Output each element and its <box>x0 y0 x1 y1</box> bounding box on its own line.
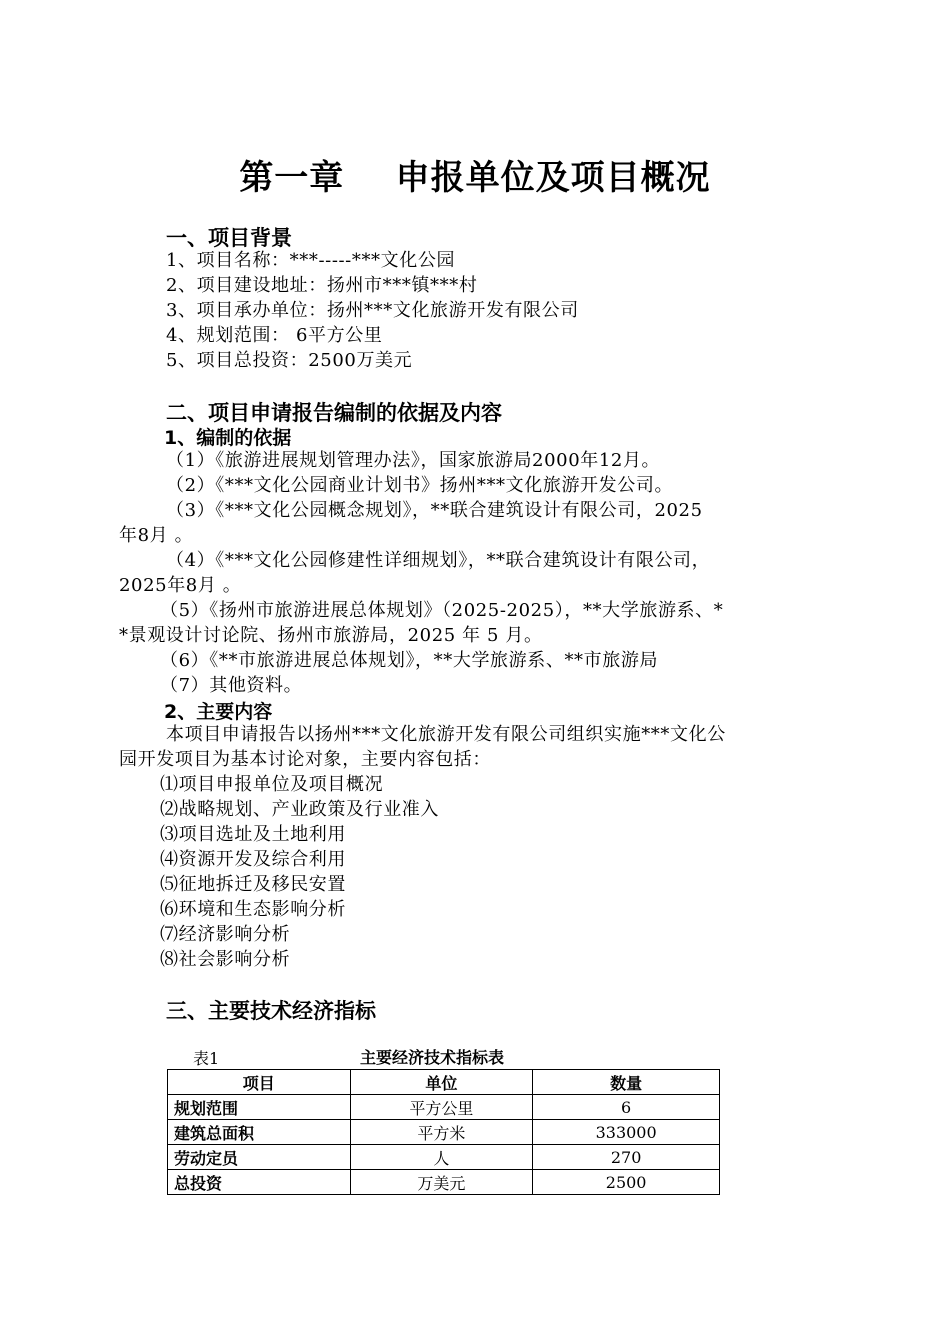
basis-item: （7）其他资料。 <box>160 675 303 696</box>
section-heading-background: 一、项目背景 <box>166 226 292 250</box>
row-name: 总投资 <box>168 1170 351 1195</box>
project-name-line: 1、项目名称：***-----***文化公园 <box>166 250 456 271</box>
content-list-item: ⑷资源开发及综合利用 <box>160 849 346 870</box>
subheading-basis: 1、编制的依据 <box>164 427 292 449</box>
content-list-item: ⑴项目申报单位及项目概况 <box>160 774 384 795</box>
row-quantity: 2500 <box>533 1170 720 1195</box>
intro-paragraph-line: 园开发项目为基本讨论对象，主要内容包括： <box>119 749 491 770</box>
column-header-unit: 单位 <box>350 1070 533 1095</box>
basis-item-continued: *景观设计讨论院、扬州市旅游局，2025 年 5 月。 <box>119 625 543 646</box>
section-heading-indicators: 三、主要技术经济指标 <box>166 999 376 1023</box>
content-list-item: ⑹环境和生态影响分析 <box>160 899 346 920</box>
basis-item: （2）《***文化公园商业计划书》扬州***文化旅游开发公司。 <box>166 475 674 496</box>
table-row <box>168 1120 720 1145</box>
row-unit: 万美元 <box>350 1170 533 1195</box>
content-list-item: ⑸征地拆迁及移民安置 <box>160 874 346 895</box>
basis-item: （4）《***文化公园修建性详细规划》，**联合建筑设计有限公司， <box>166 550 711 571</box>
row-quantity: 6 <box>533 1095 720 1120</box>
table-title: 主要经济技术指标表 <box>360 1048 505 1067</box>
table-row <box>168 1095 720 1120</box>
content-list-item: ⑻社会影响分析 <box>160 949 291 970</box>
chapter-title: 第一章 申报单位及项目概况 <box>239 158 711 198</box>
table-label: 表1 <box>193 1049 220 1068</box>
row-quantity: 333000 <box>533 1120 720 1145</box>
row-quantity: 270 <box>533 1145 720 1170</box>
project-address-line: 2、项目建设地址：扬州市***镇***村 <box>166 275 478 296</box>
intro-paragraph-line: 本项目申请报告以扬州***文化旅游开发有限公司组织实施***文化公 <box>166 724 726 745</box>
row-name: 建筑总面积 <box>168 1120 351 1145</box>
indicators-table <box>167 1069 720 1195</box>
basis-item-continued: 年8月 。 <box>119 525 194 546</box>
row-unit: 平方公里 <box>350 1095 533 1120</box>
column-header-item: 项目 <box>168 1070 351 1095</box>
content-list-item: ⑺经济影响分析 <box>160 924 291 945</box>
basis-item-continued: 2025年8月 。 <box>119 575 242 596</box>
content-list-item: ⑶项目选址及土地利用 <box>160 824 346 845</box>
table-row <box>168 1170 720 1195</box>
basis-item: （5）《扬州市旅游进展总体规划》（2025-2025），**大学旅游系、* <box>160 600 724 621</box>
subheading-main-content: 2、主要内容 <box>164 701 273 723</box>
planning-scope-line: 4、规划范围： 6平方公里 <box>166 325 383 346</box>
content-list-item: ⑵战略规划、产业政策及行业准入 <box>160 799 439 820</box>
row-unit: 平方米 <box>350 1120 533 1145</box>
table-header-row <box>168 1070 720 1095</box>
column-header-quantity: 数量 <box>533 1070 720 1095</box>
row-name: 规划范围 <box>168 1095 351 1120</box>
row-unit: 人 <box>350 1145 533 1170</box>
row-name: 劳动定员 <box>168 1145 351 1170</box>
basis-item: （3）《***文化公园概念规划》，**联合建筑设计有限公司，2025 <box>166 500 703 521</box>
basis-item: （6）《**市旅游进展总体规划》，**大学旅游系、**市旅游局 <box>160 650 659 671</box>
basis-item: （1）《旅游进展规划管理办法》，国家旅游局2000年12月。 <box>166 450 661 471</box>
section-heading-basis-content: 二、项目申请报告编制的依据及内容 <box>166 401 502 425</box>
table-row <box>168 1145 720 1170</box>
project-organizer-line: 3、项目承办单位：扬州***文化旅游开发有限公司 <box>166 300 579 321</box>
total-investment-line: 5、项目总投资：2500万美元 <box>166 350 413 371</box>
